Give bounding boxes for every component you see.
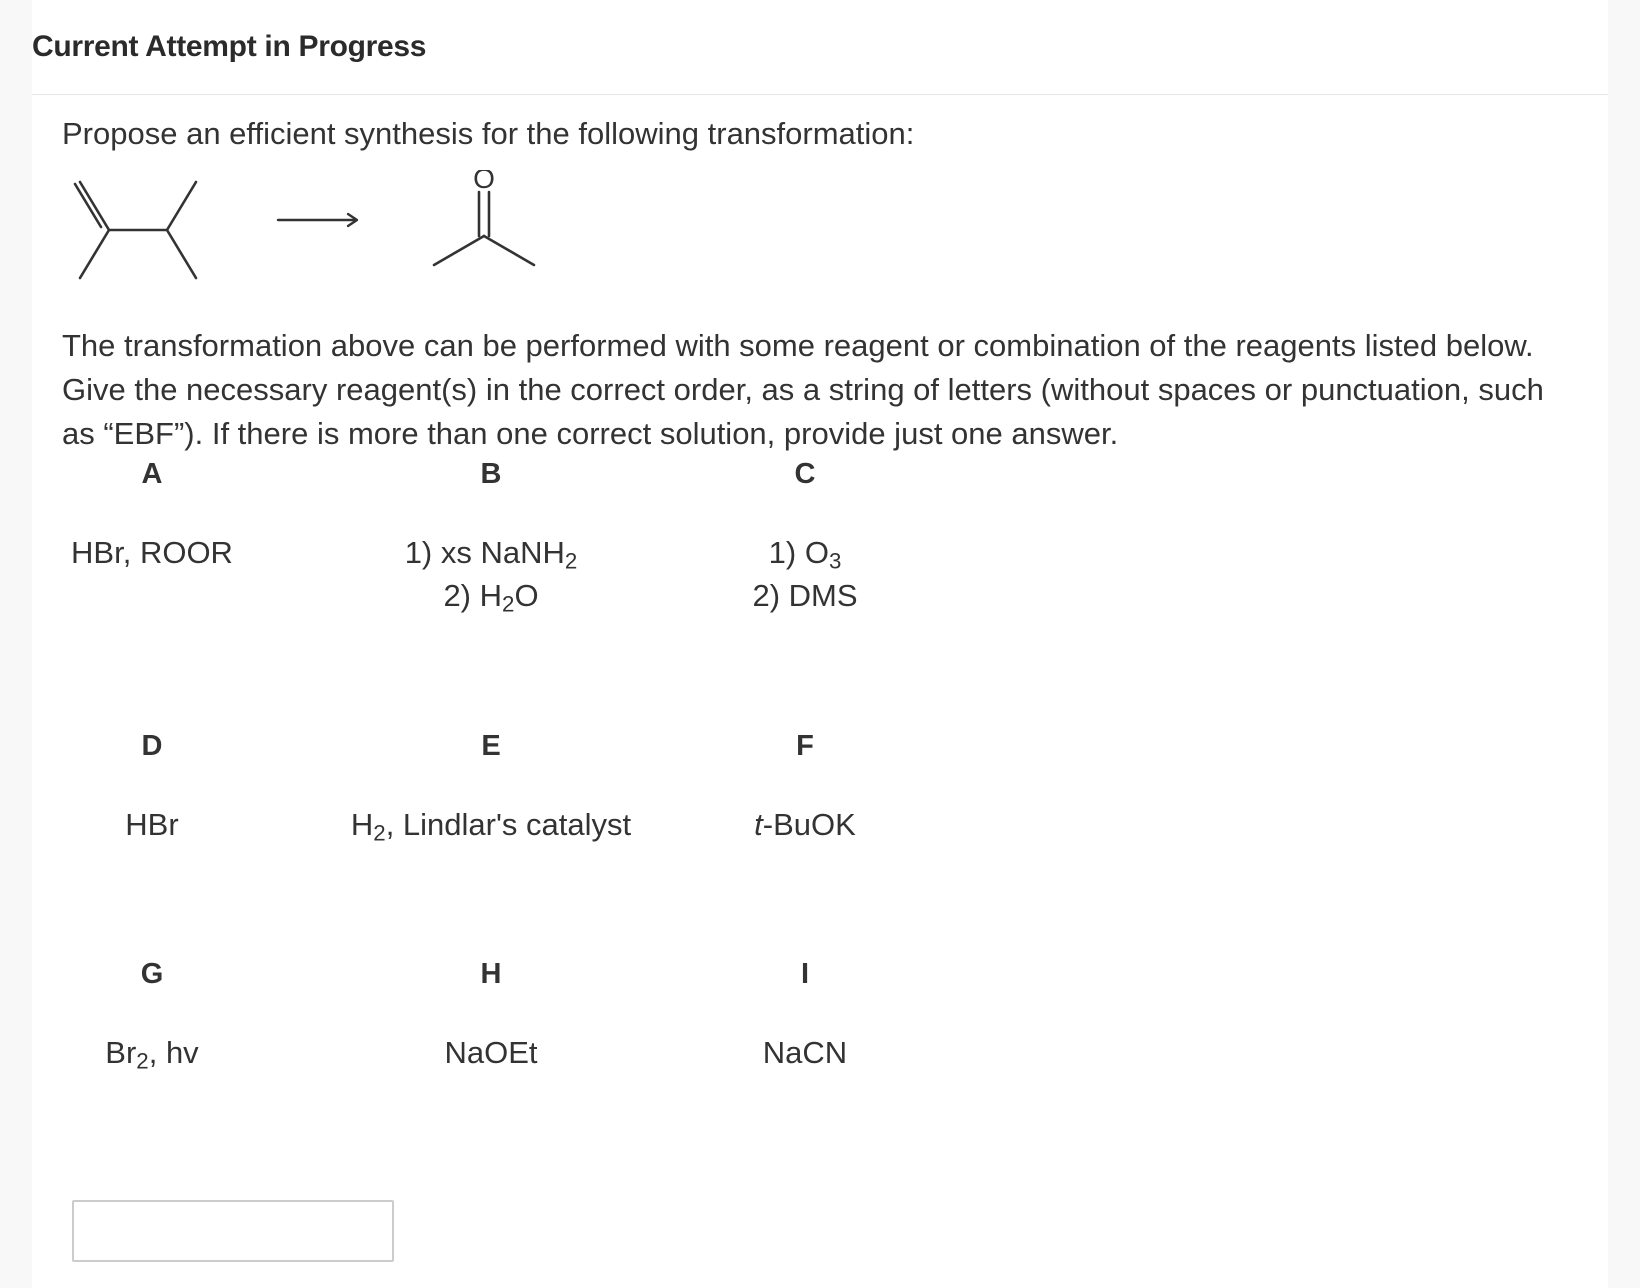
reagent-letter: F [796,730,814,762]
reagent-letter: D [141,730,163,762]
reagent-option-h [321,958,661,1074]
reagent-text: 1) xs NaNH$_2$ [404,535,578,574]
reagent-text: NaOEt [444,1035,538,1070]
bond [484,236,534,265]
reagent-text: HBr [125,807,179,842]
reagent-text: $H_2$, Lindlar's catalyst [350,807,632,846]
reagent-option-c [635,458,975,617]
reaction-arrow [278,214,357,226]
bond [80,182,109,230]
instructions-line: as “EBF”). If there is more than one correct solution, provide just one answer. [62,416,1119,451]
reagent-text: $Br_2$, hv [105,1035,199,1074]
question-prompt: Propose an efficient synthesis for the following transformation: [62,116,915,151]
product-structure [434,192,534,265]
reagent-option-i [635,958,975,1074]
reagent-text: 2) $H_2O$ [443,578,539,617]
reagent-option-f [635,730,975,846]
bond [167,182,196,230]
reagent-text: HBr, ROOR [71,535,233,570]
reagent-option-a [0,458,322,574]
reagent-letter: A [141,458,163,490]
reagent-letter: G [140,958,164,990]
bond [80,230,109,278]
reagent-letter: H [480,958,502,990]
header-divider [32,94,1608,95]
page-title: Current Attempt in Progress [32,30,427,63]
starting-material-structure [75,182,196,278]
question-instructions [62,324,1592,456]
reagent-letter: E [481,730,501,762]
oxygen-atom-label: O [473,170,495,194]
reagent-letter: C [794,458,816,490]
reagent-letter: I [800,958,810,990]
reagent-option-e [321,730,661,846]
reagent-text: t-BuOK [754,807,856,842]
reagent-option-b [321,458,661,617]
reagent-text: 2) DMS [752,578,858,613]
reaction-scheme [72,170,592,300]
bond [434,236,484,265]
reagent-option-g [0,958,322,1074]
instructions-line: Give the necessary reagent(s) in the correct order, as a string of letters (without spaces or punctuation, such [62,372,1544,407]
bond-double [75,184,101,227]
answer-input[interactable] [72,1200,394,1262]
bond [167,230,196,278]
reagent-option-d [0,730,322,846]
reagent-text: 1) $O_3$ [768,535,842,574]
instructions-line: The transformation above can be performed with some reagent or combination of the reagents listed below. [62,328,1534,363]
reagent-letter: B [480,458,502,490]
question-panel [32,0,1608,1288]
reagent-text: NaCN [762,1035,848,1070]
